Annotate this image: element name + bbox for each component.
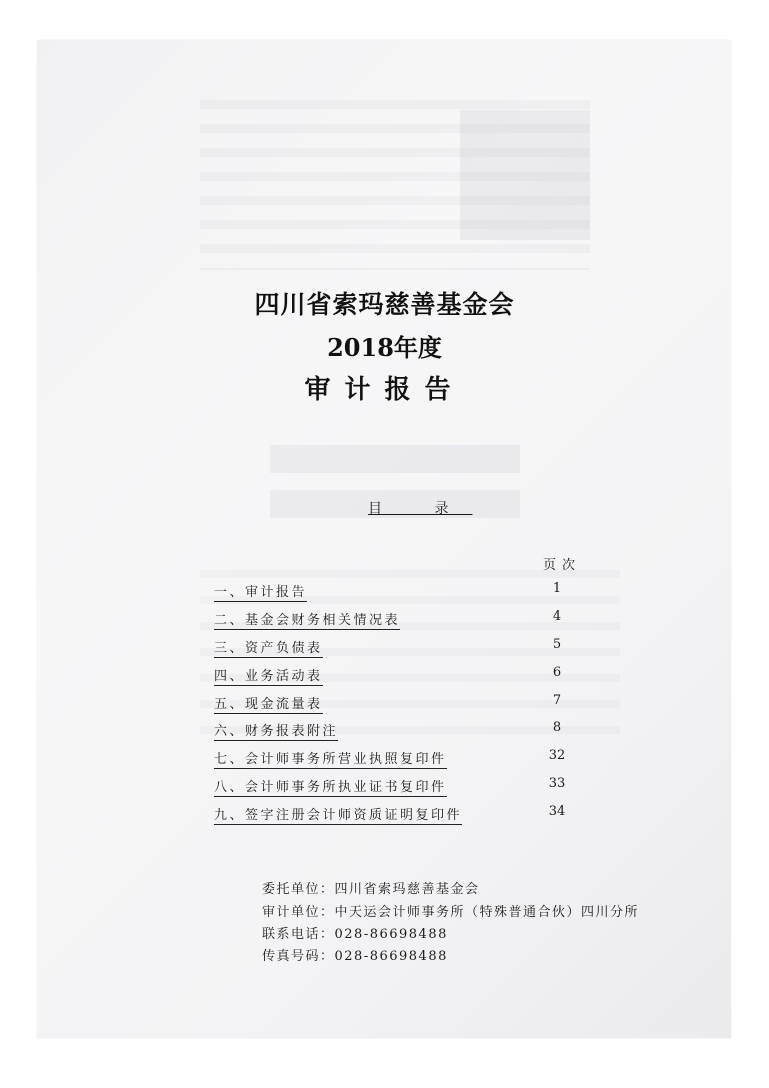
toc-item-page: 1 xyxy=(552,581,562,596)
report-title-organization: 四川省索玛慈善基金会 xyxy=(254,290,515,319)
client-unit-line: 委托单位：四川省索玛慈善基金会 xyxy=(262,882,480,897)
toc-item-page: 7 xyxy=(552,693,562,708)
toc-item-page: 32 xyxy=(548,748,566,763)
toc-item[interactable] xyxy=(214,665,574,687)
toc-item-page: 34 xyxy=(548,804,566,819)
toc-item-label: 五、现金流量表 xyxy=(214,693,323,714)
report-title-type: 审计报告 xyxy=(304,375,465,405)
toc-item[interactable] xyxy=(214,637,574,659)
toc-page-column-label: 页次 xyxy=(543,558,582,573)
toc-item-page: 6 xyxy=(552,665,562,680)
toc-item-label: 九、签字注册会计师资质证明复印件 xyxy=(214,804,462,825)
toc-item-page: 8 xyxy=(552,720,562,735)
toc-item-page: 5 xyxy=(552,637,562,652)
toc-item-page: 4 xyxy=(552,609,562,624)
toc-item[interactable] xyxy=(214,776,574,798)
toc-item-label: 四、业务活动表 xyxy=(214,665,323,686)
toc-item-label: 三、资产负债表 xyxy=(214,637,323,658)
toc-item-label: 一、审计报告 xyxy=(214,581,307,602)
toc-item[interactable] xyxy=(214,720,574,742)
phone-line: 联系电话：028-86698488 xyxy=(262,927,448,942)
toc-item[interactable] xyxy=(214,693,574,715)
toc-item-label: 八、会计师事务所执业证书复印件 xyxy=(214,776,447,797)
show-through-block-2 xyxy=(460,110,590,240)
report-title-year: 2018年度 xyxy=(327,333,442,362)
toc-item[interactable] xyxy=(214,804,574,826)
toc-item[interactable] xyxy=(214,609,574,631)
toc-heading: 目 录 xyxy=(368,501,473,517)
audit-firm-line: 审计单位：中天运会计师事务所（特殊普通合伙）四川分所 xyxy=(262,905,640,920)
show-through-block-3 xyxy=(270,445,520,473)
toc-item-page: 33 xyxy=(548,776,566,791)
toc-item[interactable] xyxy=(214,581,574,603)
toc-item-label: 六、财务报表附注 xyxy=(214,720,338,741)
toc-item-label: 七、会计师事务所营业执照复印件 xyxy=(214,748,447,769)
toc-item-label: 二、基金会财务相关情况表 xyxy=(214,609,400,630)
toc-item[interactable] xyxy=(214,748,574,770)
fax-line: 传真号码：028-86698488 xyxy=(262,949,448,964)
